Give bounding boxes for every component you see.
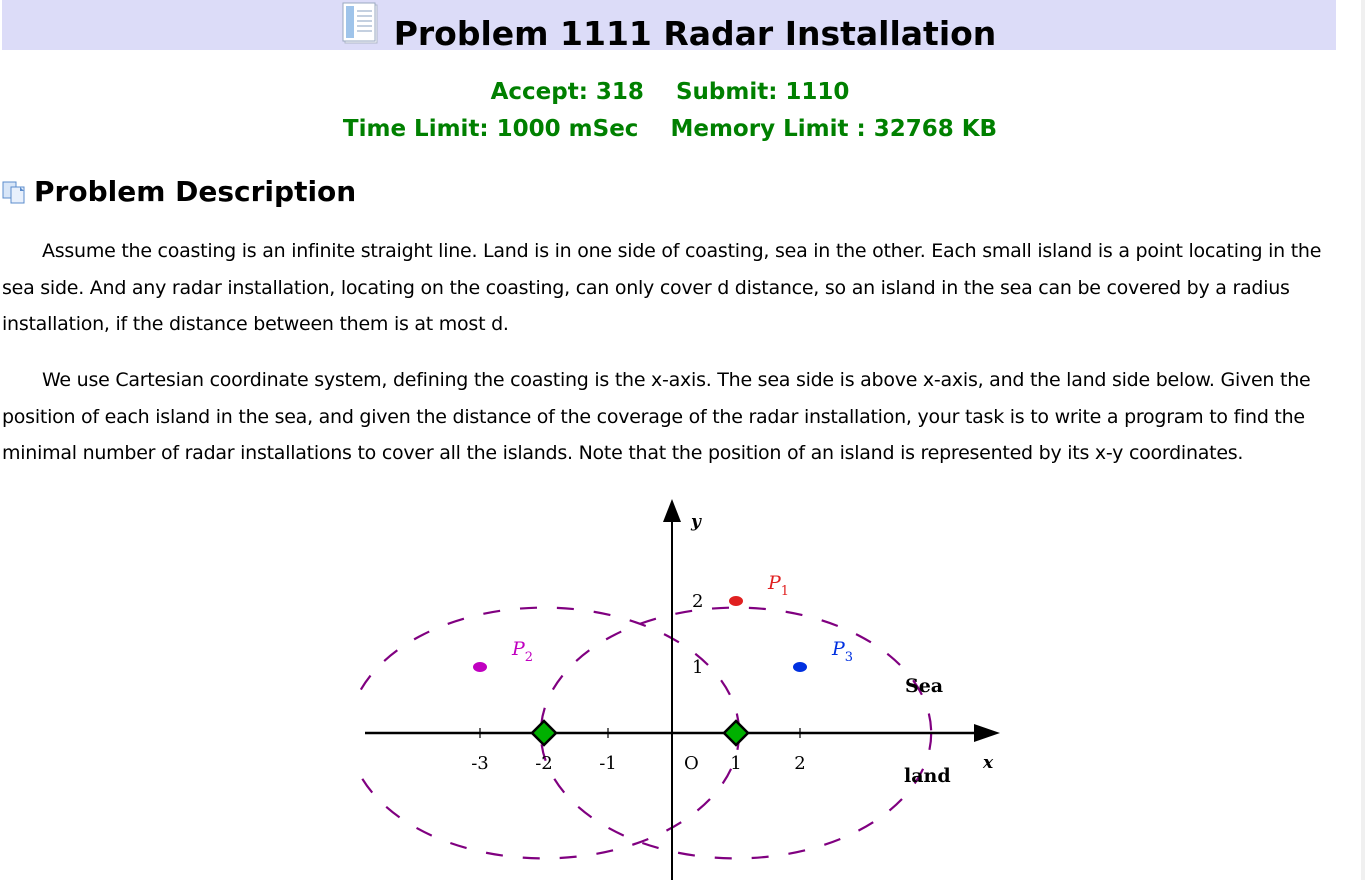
x-tick-label: -1 [599, 753, 617, 774]
radar-2-icon [724, 721, 748, 745]
x-tick-label: 2 [794, 753, 806, 774]
accept-count: 318 [595, 79, 644, 105]
x-axis-label: x [983, 753, 994, 773]
y-tick-label: 2 [692, 591, 704, 612]
origin-label: O [684, 753, 699, 774]
description-paragraph-1: Assume the coasting is an infinite straight line. Land is in one side of coasting, sea in the other. Each small island is a point locating in the sea side. And any radar installation, locating on the coasting, can only cover d distance, so an island in the sea can be covered by a radius installation, if the distance between them is at most d. [2, 240, 1322, 336]
x-tick-label: -3 [471, 753, 489, 774]
island-point-p2 [473, 662, 487, 672]
x-tick-label: -2 [535, 753, 553, 774]
y-tick-label: 1 [692, 657, 704, 678]
island-point-p1 [729, 596, 743, 606]
resource-limits [0, 116, 1340, 142]
section-heading [2, 175, 356, 208]
land-label: land [904, 765, 951, 787]
memory-limit-value: 32768 KB [873, 116, 998, 142]
submission-stats [0, 79, 1340, 105]
section-pages-icon [2, 180, 26, 204]
island-label-p1: $P_1$ [768, 572, 790, 599]
island-point-p3 [793, 662, 807, 672]
radar-coverage-figure [360, 495, 1010, 880]
y-axis-label: y [691, 512, 701, 532]
description-paragraph-2: We use Cartesian coordinate system, defining the coasting is the x-axis. The sea side is above x-axis, and the land side below. Given the position of each island in the sea, and given the distance of the coverage of the radar installation, your task is to write a program to find the minimal number of radar installations to cover all the islands. Note that the position of an island is represented by its x-y coordinates. [2, 369, 1311, 465]
time-limit-label: Time Limit: [342, 116, 489, 142]
time-limit-value: 1000 mSec [496, 116, 639, 142]
accept-label: Accept: [490, 79, 588, 105]
island-label-p3: $P_3$ [832, 638, 854, 665]
problem-title-bar [2, 0, 1336, 53]
submit-count: 1110 [785, 79, 850, 105]
memory-limit-label: Memory Limit : [670, 116, 866, 142]
document-icon [342, 2, 380, 44]
radar-1-icon [532, 721, 556, 745]
island-label-p2: $P_2$ [512, 638, 534, 665]
submit-label: Submit: [675, 79, 778, 105]
x-axis-arrow-icon [974, 724, 1000, 742]
problem-title: Problem 1111 Radar Installation [393, 14, 997, 53]
section-title: Problem Description [34, 175, 357, 208]
sea-label: Sea [905, 675, 944, 697]
y-axis-arrow-icon [663, 499, 681, 522]
x-tick-label: 1 [730, 753, 742, 774]
vertical-scrollbar[interactable] [1361, 0, 1365, 880]
